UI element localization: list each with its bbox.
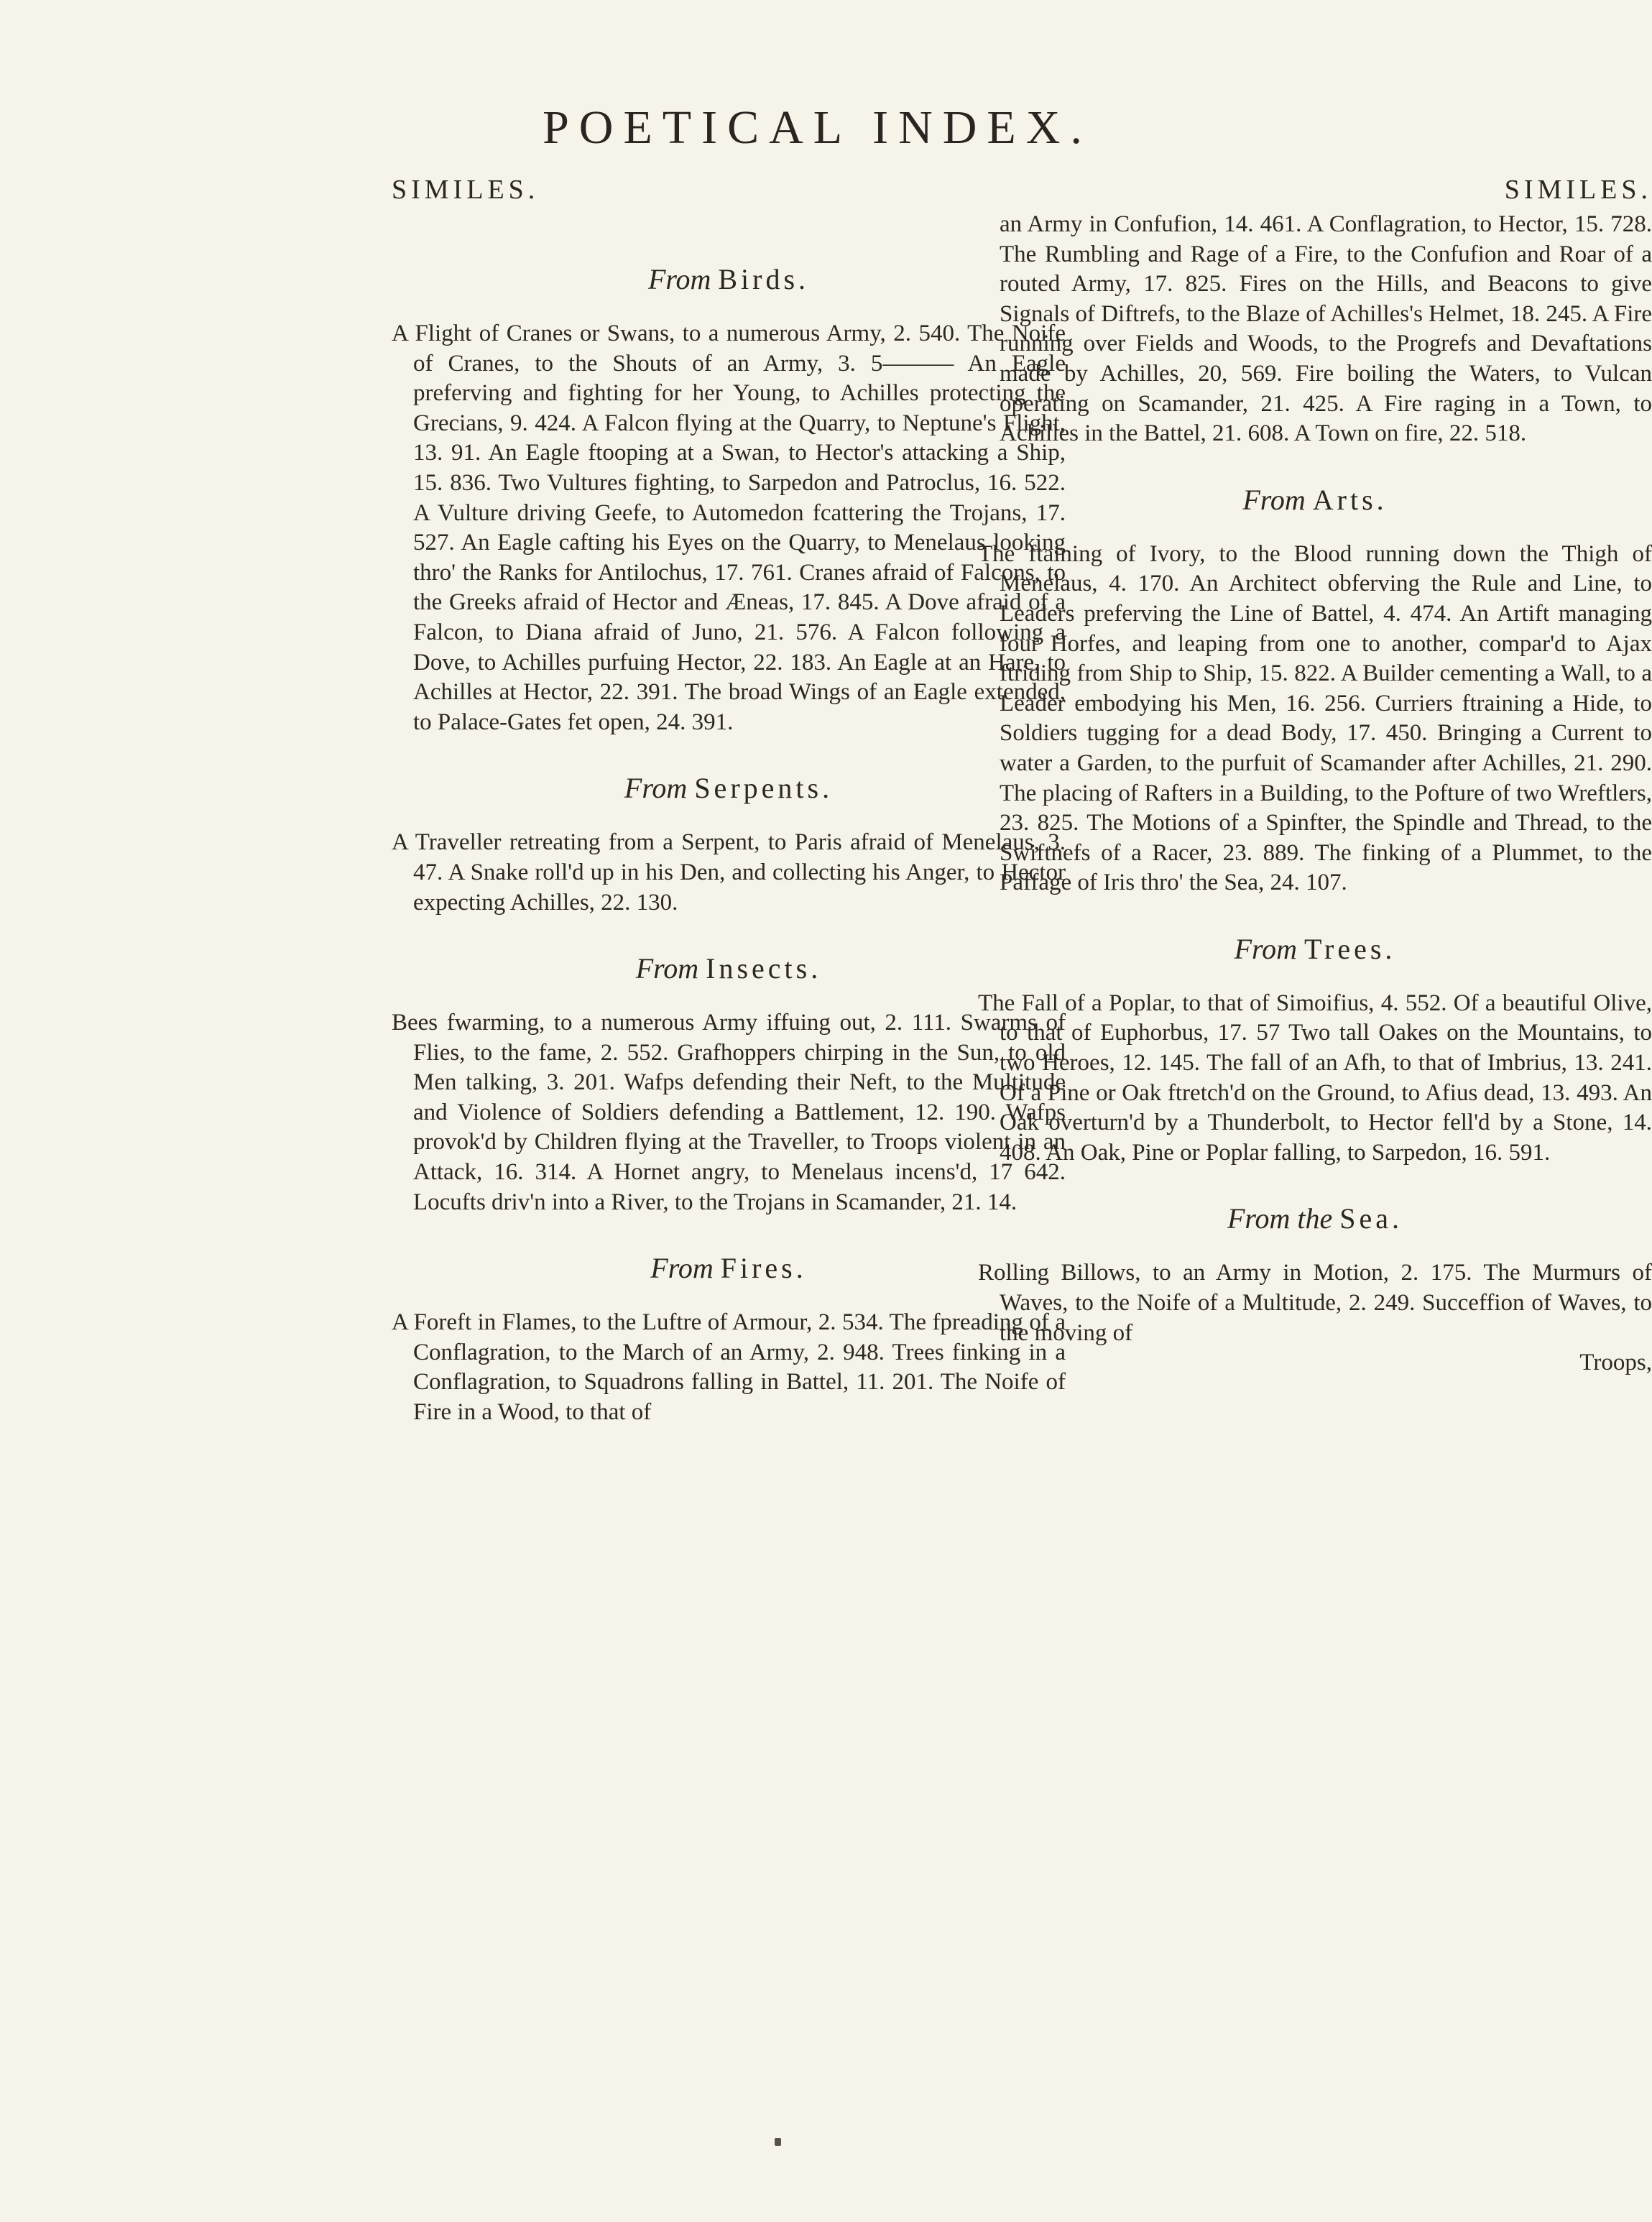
heading-topic: Sea. xyxy=(1339,1202,1403,1235)
section-heading-sea xyxy=(978,1201,1652,1237)
index-entry-sea: Rolling Billows, to an Army in Motion, 2. 175. The Murmurs of Waves, to the Noife of a Multitude, 2. 249. Succeffion of Waves, to the moving of xyxy=(978,1260,1652,1346)
heading-from: From xyxy=(1234,932,1297,965)
heading-from: From xyxy=(647,263,711,295)
section-heading-trees xyxy=(978,931,1652,967)
section-trees xyxy=(978,931,1652,1168)
right-column xyxy=(978,172,1652,1378)
catchword: Troops, xyxy=(1579,1350,1652,1376)
section-heading-arts xyxy=(978,482,1652,518)
left-column xyxy=(392,172,1066,1428)
section-birds xyxy=(392,262,1066,737)
index-entry-fires: A Foreft in Flames, to the Luftre of Armour, 2. 534. The fpreading of a Conflagration, to the March of an Army, 2. 948. Trees finking in a Conflagration, to Squadrons falling in Battel, 11. 201. The Noife of Fire in a Wood, to that of xyxy=(392,1309,1066,1426)
index-entry-insects: Bees fwarming, to a numerous Army iffuing out, 2. 111. Swarms of Flies, to the fame, 2. 552. Grafhoppers chirping in the Sun, to old Men talking, 3. 201. Wafps defending their Neft, to the Multitude and Violence of Soldiers defending a Battlement, 12. 190. Wafps provok'd by Children flying at the Traveller, to Troops violent in an Attack, 16. 314. A Hornet angry, to Menelaus incens'd, 17 642. Locufts driv'n into a River, to the Trojans in Scamander, 21. 14. xyxy=(392,1010,1066,1215)
page-title: POETICAL INDEX. xyxy=(543,101,1092,154)
section-sea xyxy=(978,1201,1652,1348)
heading-topic: Serpents. xyxy=(694,772,834,805)
section-insects xyxy=(392,951,1066,1217)
heading-topic: Fires. xyxy=(720,1252,807,1285)
heading-topic: Arts. xyxy=(1312,483,1388,516)
index-entry-trees: The Fall of a Poplar, to that of Simoifius, 4. 552. Of a beautiful Olive, to that of Euphorbus, 17. 57 Two tall Oakes on the Mountains, to two Heroes, 12. 145. The fall of an Afh, to that of Imbrius, 13. 241. Of a Pine or Oak ftretch'd on the Ground, to Afius dead, 13. 493. An Oak overturn'd by a Thunderbolt, to Hector fell'd by a Stone, 14. 408. An Oak, Pine or Poplar falling, to Sarpedon, 16. 591. xyxy=(978,990,1652,1166)
heading-topic: Birds. xyxy=(718,263,810,295)
section-fires xyxy=(392,1250,1066,1427)
left-running-head: SIMILES. xyxy=(392,175,540,205)
heading-topic: Trees. xyxy=(1303,932,1396,965)
section-serpents xyxy=(392,770,1066,918)
section-heading-fires xyxy=(392,1250,1066,1286)
heading-from: From xyxy=(650,1252,714,1285)
index-entry-birds: A Flight of Cranes or Swans, to a numerous Army, 2. 540. The Noife of Cranes, to the Shouts of an Army, 3. 5——— An Eagle preferving and fighting for her Young, to Achilles protecting the Grecians, 9. 424. A Falcon flying at the Quarry, to Neptune's Flight, 13. 91. An Eagle ftooping at a Swan, to Hector's attacking a Ship, 15. 836. Two Vultures fighting, to Sarpedon and Patroclus, 16. 522. A Vulture driving Geefe, to Automedon fcattering the Trojans, 17. 527. An Eagle cafting his Eyes on the Quarry, to Menelaus looking thro' the Ranks for Antilochus, 17. 761. Cranes afraid of Falcons, to the Greeks afraid of Hector and Æneas, 17. 845. A Dove afraid of a Falcon, to Diana afraid of Juno, 21. 576. A Falcon following a Dove, to Achilles purfuing Hector, 22. 183. An Eagle at an Hare, to Achilles at Hector, 22. 391. The broad Wings of an Eagle extended, to Palace-Gates fet open, 24. 391. xyxy=(392,321,1066,735)
heading-from: From xyxy=(1242,483,1306,516)
index-entry-serpents: A Traveller retreating from a Serpent, to Paris afraid of Menelaus, 3. 47. A Snake roll'd up in his Den, and collecting his Anger, to Hector expecting Achilles, 22. 130. xyxy=(392,829,1066,916)
heading-from: From the xyxy=(1227,1202,1333,1235)
page-mark xyxy=(775,2138,781,2146)
section-heading-insects xyxy=(392,951,1066,987)
section-heading-birds xyxy=(392,262,1066,298)
right-running-head: SIMILES. xyxy=(1504,175,1652,205)
section-heading-serpents xyxy=(392,770,1066,806)
index-entry-fires-continued: an Army in Confufion, 14. 461. A Conflagration, to Hector, 15. 728. The Rumbling and Rage of a Fire, to the Confufion and Roar of a routed Army, 17. 825. Fires on the Hills, and Beacons to give Signals of Diftrefs, to the Blaze of Achilles's Helmet, 18. 245. A Fire running over Fields and Woods, to the Progrefs and Devaftations made by Achilles, 20, 569. Fire boiling the Waters, to Vulcan operating on Scamander, 21. 425. A Fire raging in a Town, to Achilles in the Battel, 21. 608. A Town on fire, 22. 518. xyxy=(1000,211,1652,447)
section-arts xyxy=(978,482,1652,898)
index-entry-arts: The ftaining of Ivory, to the Blood running down the Thigh of Menelaus, 4. 170. An Architect obferving the Rule and Line, to Leaders preferving the Line of Battel, 4. 474. An Artift managing four Horfes, and leaping from one to another, compar'd to Ajax ftriding from Ship to Ship, 15. 822. A Builder cementing a Wall, to a Leader embodying his Men, 16. 256. Curriers ftraining a Hide, to Soldiers tugging for a dead Body, 17. 450. Bringing a Current to water a Garden, to the purfuit of Scamander after Achilles, 21. 290. The placing of Rafters in a Building, to the Pofture of two Wreftlers, 23. 825. The Motions of a Spinfter, the Spindle and Thread, to the Swiftnefs of a Racer, 23. 889. The finking of a Plummet, to the Paffage of Iris thro' the Sea, 24. 107. xyxy=(978,540,1652,896)
heading-from: From xyxy=(635,952,699,985)
heading-topic: Insects. xyxy=(706,952,822,985)
heading-from: From xyxy=(624,772,688,805)
